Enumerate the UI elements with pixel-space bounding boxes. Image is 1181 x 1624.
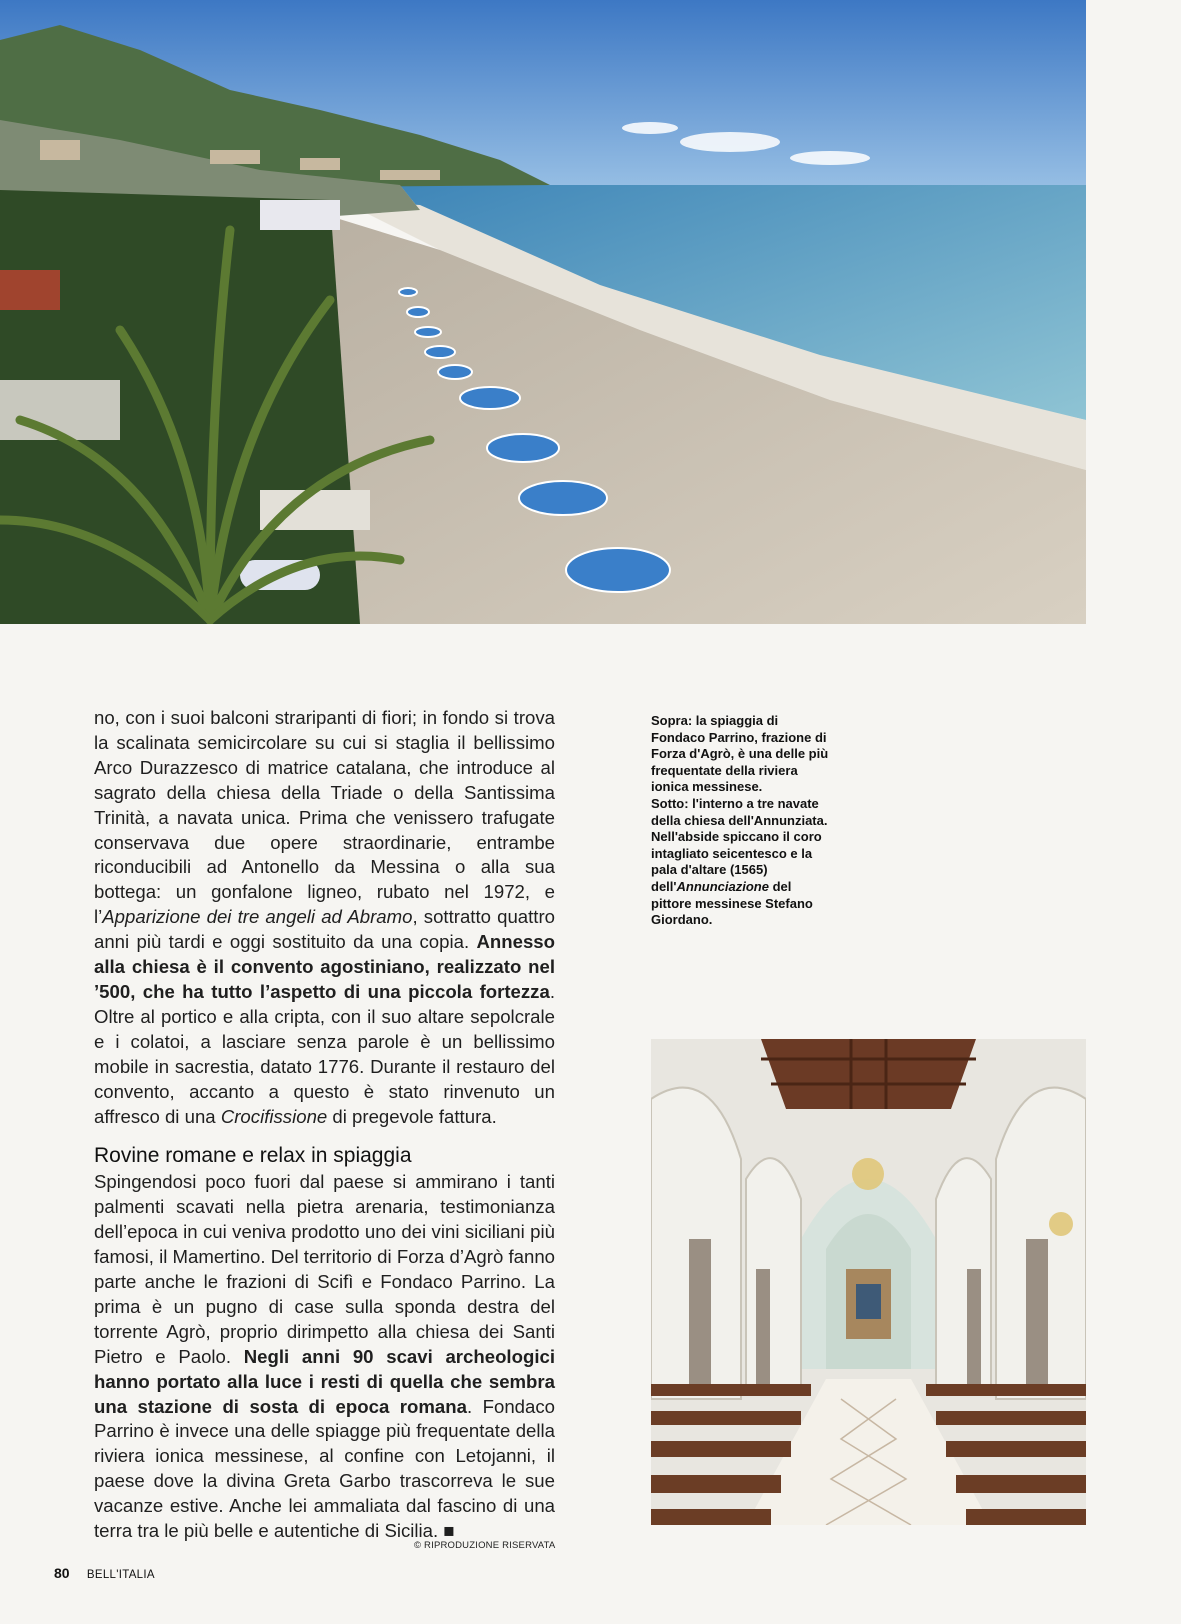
p1-italic-title-2: Crocifissione: [220, 1105, 328, 1127]
p2-text-1: Spingendosi poco fuori dal paese si ammirano i tanti palmenti scavati nella pietra arenaria, testimonianza dell’epoca in cui veniva prodotto uno dei vini siciliani più famosi, il Mamertino. Del territorio di Forza d’Agrò fanno parte anche le frazioni di Scifì e Fondaco Parrino. La prima è un pugno di case sulla sponda destra del torrente Agrò, proprio dirimpetto alla chiesa dei Santi Pietro e Paolo.: [94, 1171, 555, 1367]
caption-text-bottom-2: del pittore messinese Stefano Giordano.: [651, 878, 813, 928]
caption-italic: Annunciazione: [676, 878, 769, 894]
caption-label-top: Sopra:: [651, 713, 693, 728]
paragraph-1: [94, 706, 555, 1129]
p1-text-1: no, con i suoi balconi straripanti di fiori; in fondo si trova la scalinata semicircolare su cui si staglia il bellissimo Arco Durazzesco di matrice catalana, che introduce al sagrato della chiesa della Triade o della Santissima Trinità, a navata unica. Prima che venissero trafugate conservava due opere straordinarie, entrambe riconducibili ad Antonello da Messina o alla sua bottega: un gonfalone ligneo, rubato nel 1972, e l’: [94, 707, 555, 928]
page-number: 80: [54, 1565, 70, 1581]
p1-text-3: . Oltre al portico e alla cripta, con il suo altare sepolcrale e i colatoi, a lasciare senza parole è un bellissimo mobile in sacrestia, datato 1776. Durante il restauro del convento, accanto a questo è stato rinvenuto un affresco di una: [94, 980, 555, 1127]
church-photo: [651, 1039, 1086, 1525]
end-mark: ■: [438, 1520, 455, 1542]
caption-text-top: la spiaggia di Fondaco Parrino, frazione di Forza d'Agrò, è una delle più frequentate della riviera ionica messinese.: [651, 713, 829, 795]
p2-bold-1: Negli anni 90 scavi archeologici hanno portato alla luce i resti di quella che sembra una stazione di sosta di epoca romana: [94, 1345, 555, 1417]
p1-text-4: di pregevole fattura.: [327, 1105, 497, 1127]
photo-caption: [651, 713, 831, 929]
p1-text-2: , sottratto quattro anni più tardi e oggi sostituito da una copia.: [94, 906, 556, 953]
paragraph-2: [94, 1170, 555, 1544]
caption-text-bottom-1: l'interno a tre navate della chiesa dell'Annunziata. Nell'abside spiccano il coro intagliato seicentesco e la pala d'altare (1565) dell': [651, 795, 828, 894]
magazine-name: BELL'ITALIA: [86, 1569, 155, 1581]
p1-bold-1: Annesso alla chiesa è il convento agostiniano, realizzato nel ’500, che ha tutto l’aspetto di una piccola fortezza: [94, 931, 555, 1002]
copyright-notice: © RIPRODUZIONE RISERVATA: [414, 1540, 556, 1551]
p1-italic-title-1: Apparizione dei tre angeli ad Abramo: [102, 906, 413, 928]
page-footer: [54, 1565, 155, 1581]
section-heading: Rovine romane e relax in spiaggia: [94, 1144, 412, 1168]
beach-photo: [0, 0, 1086, 624]
article-body: [94, 706, 555, 1544]
caption-label-bottom: Sotto:: [651, 795, 689, 811]
p2-text-2: . Fondaco Parrino è invece una delle spiagge più frequentate della riviera ionica messinese, al confine con Letojanni, il paese dove la divina Greta Garbo trascorreva le sue vacanze estive. Anche lei ammaliata dal fascino di una terra tra le più belle e autentiche di Sicilia.: [94, 1395, 555, 1542]
